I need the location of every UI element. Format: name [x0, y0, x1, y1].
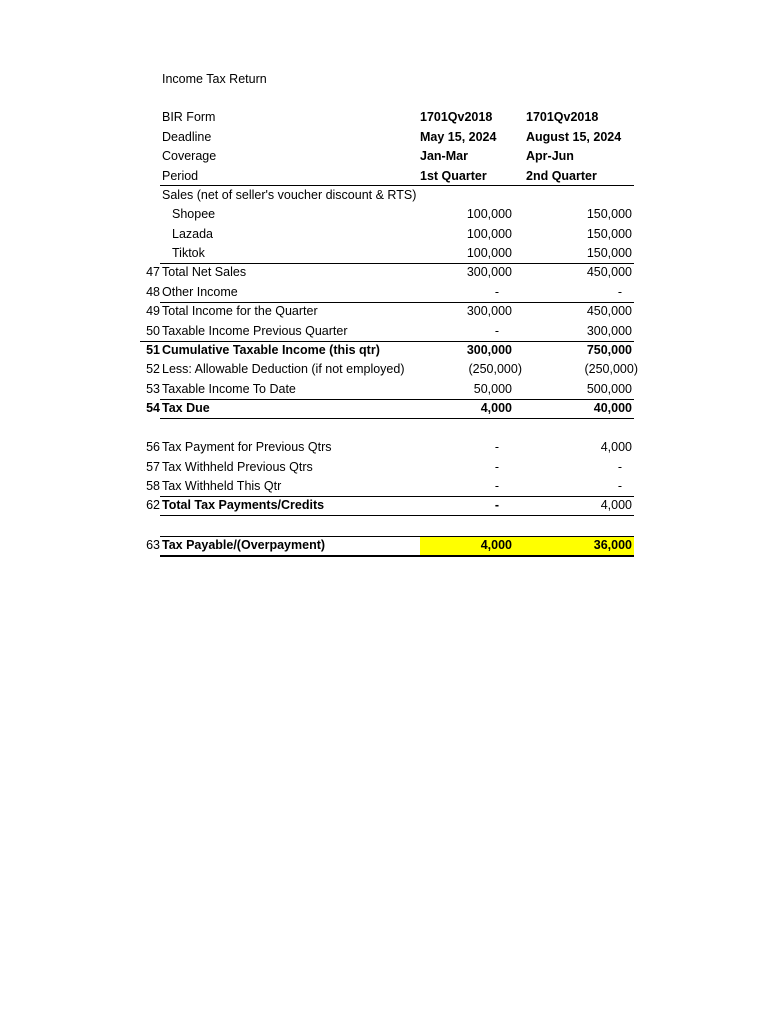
q2-value: 4,000	[600, 440, 632, 454]
header-row-period	[140, 167, 634, 187]
q2-value: 2nd Quarter	[526, 168, 597, 183]
row-label: Sales (net of seller's voucher discount & RTS)	[162, 187, 417, 202]
q1-value: Jan-Mar	[420, 149, 468, 163]
line-number: 56	[146, 440, 160, 454]
line-number: 63	[146, 538, 160, 552]
q2-value: 300,000	[586, 323, 632, 338]
q2-value: Apr-Jun	[526, 149, 574, 163]
q1-value: -	[494, 440, 499, 454]
q1-value: 50,000	[473, 381, 512, 396]
q1-value: 100,000	[466, 246, 512, 260]
q2-value: 40,000	[593, 401, 632, 415]
line-62-row	[140, 496, 634, 516]
q1-value: 100,000	[466, 207, 512, 221]
q1-value: 1st Quarter	[420, 168, 487, 183]
row-label: Shopee	[172, 207, 216, 221]
row-label: Cumulative Taxable Income (this qtr)	[162, 343, 380, 357]
q2-value: 1701Qv2018	[526, 110, 599, 124]
q2-value: 4,000	[600, 498, 632, 512]
line-63-row	[140, 536, 634, 556]
q1-value: (250,000)	[468, 362, 522, 376]
line-50-row	[140, 322, 634, 342]
document-title: Income Tax Return	[162, 72, 267, 86]
q1-value: 4,000	[480, 538, 512, 552]
row-label: Total Tax Payments/Credits	[162, 498, 325, 512]
row-label: Lazada	[172, 226, 214, 241]
sales-row-lazada	[140, 225, 634, 245]
row-label: Tax Payable/(Overpayment)	[162, 538, 326, 552]
q1-value: -	[494, 498, 499, 512]
line-47-row	[140, 263, 634, 283]
line-number: 53	[146, 381, 160, 396]
line-number: 48	[146, 284, 160, 299]
line-48-row	[140, 283, 634, 303]
q2-value: 36,000	[593, 538, 632, 552]
sales-row-shopee	[140, 205, 634, 225]
row-label: Tax Withheld This Qtr	[162, 479, 282, 493]
q1-value: -	[494, 459, 499, 474]
q1-value: -	[494, 284, 499, 299]
row-label: Deadline	[162, 129, 212, 144]
sales-row-tiktok	[140, 244, 634, 264]
q2-value: -	[617, 284, 622, 299]
line-58-row	[140, 477, 634, 497]
q1-value: 300,000	[466, 265, 512, 279]
q1-value: 4,000	[480, 401, 512, 415]
row-label: Coverage	[162, 149, 217, 163]
line-number: 47	[146, 265, 160, 279]
row-label: Total Net Sales	[162, 265, 247, 279]
q1-value: 100,000	[466, 226, 512, 241]
line-number: 58	[146, 479, 160, 493]
line-56-row	[140, 438, 634, 458]
row-label: Total Income for the Quarter	[162, 304, 318, 318]
q2-value: -	[617, 479, 622, 493]
double-underline	[160, 555, 634, 557]
sales-header-row	[140, 186, 634, 206]
line-number: 54	[146, 401, 160, 415]
line-number: 57	[146, 459, 160, 474]
header-row-coverage	[140, 147, 634, 167]
row-label: Less: Allowable Deduction (if not employed)	[162, 362, 405, 376]
q2-value: 150,000	[586, 207, 632, 221]
header-row-bir-form	[140, 108, 634, 128]
q1-value: 300,000	[466, 304, 512, 318]
q2-value: 450,000	[586, 265, 632, 279]
header-row-deadline	[140, 128, 634, 148]
q1-value: -	[494, 479, 499, 493]
line-number: 50	[146, 323, 160, 338]
q1-value: 300,000	[466, 343, 512, 357]
line-53-row	[140, 380, 634, 400]
q1-value: 1701Qv2018	[420, 110, 493, 124]
q2-value: 450,000	[586, 304, 632, 318]
q2-value: 750,000	[586, 343, 632, 357]
q2-value: 150,000	[586, 246, 632, 260]
row-label: Other Income	[162, 284, 238, 299]
row-label: Tax Payment for Previous Qtrs	[162, 440, 332, 454]
row-label: Period	[162, 168, 199, 183]
divider	[160, 515, 634, 516]
line-57-row	[140, 458, 634, 478]
line-51-row	[140, 341, 634, 361]
q2-value: -	[617, 459, 622, 474]
row-label: Taxable Income Previous Quarter	[162, 323, 348, 338]
line-number: 51	[146, 343, 160, 357]
row-label: Tax Withheld Previous Qtrs	[162, 459, 313, 474]
q2-value: 500,000	[586, 381, 632, 396]
line-54-row	[140, 399, 634, 419]
q2-value: August 15, 2024	[526, 129, 622, 144]
q1-value: -	[494, 323, 499, 338]
line-number: 49	[146, 304, 160, 318]
q2-value: (250,000)	[584, 362, 638, 376]
row-label: Taxable Income To Date	[162, 381, 296, 396]
row-label: Tiktok	[172, 246, 205, 260]
line-number: 52	[146, 362, 160, 376]
q2-value: 150,000	[586, 226, 632, 241]
divider	[160, 418, 634, 419]
line-52-row	[140, 360, 638, 380]
row-label: BIR Form	[162, 110, 216, 124]
line-number: 62	[146, 498, 160, 512]
line-49-row	[140, 302, 634, 322]
q1-value: May 15, 2024	[420, 129, 497, 144]
row-label: Tax Due	[162, 401, 210, 415]
